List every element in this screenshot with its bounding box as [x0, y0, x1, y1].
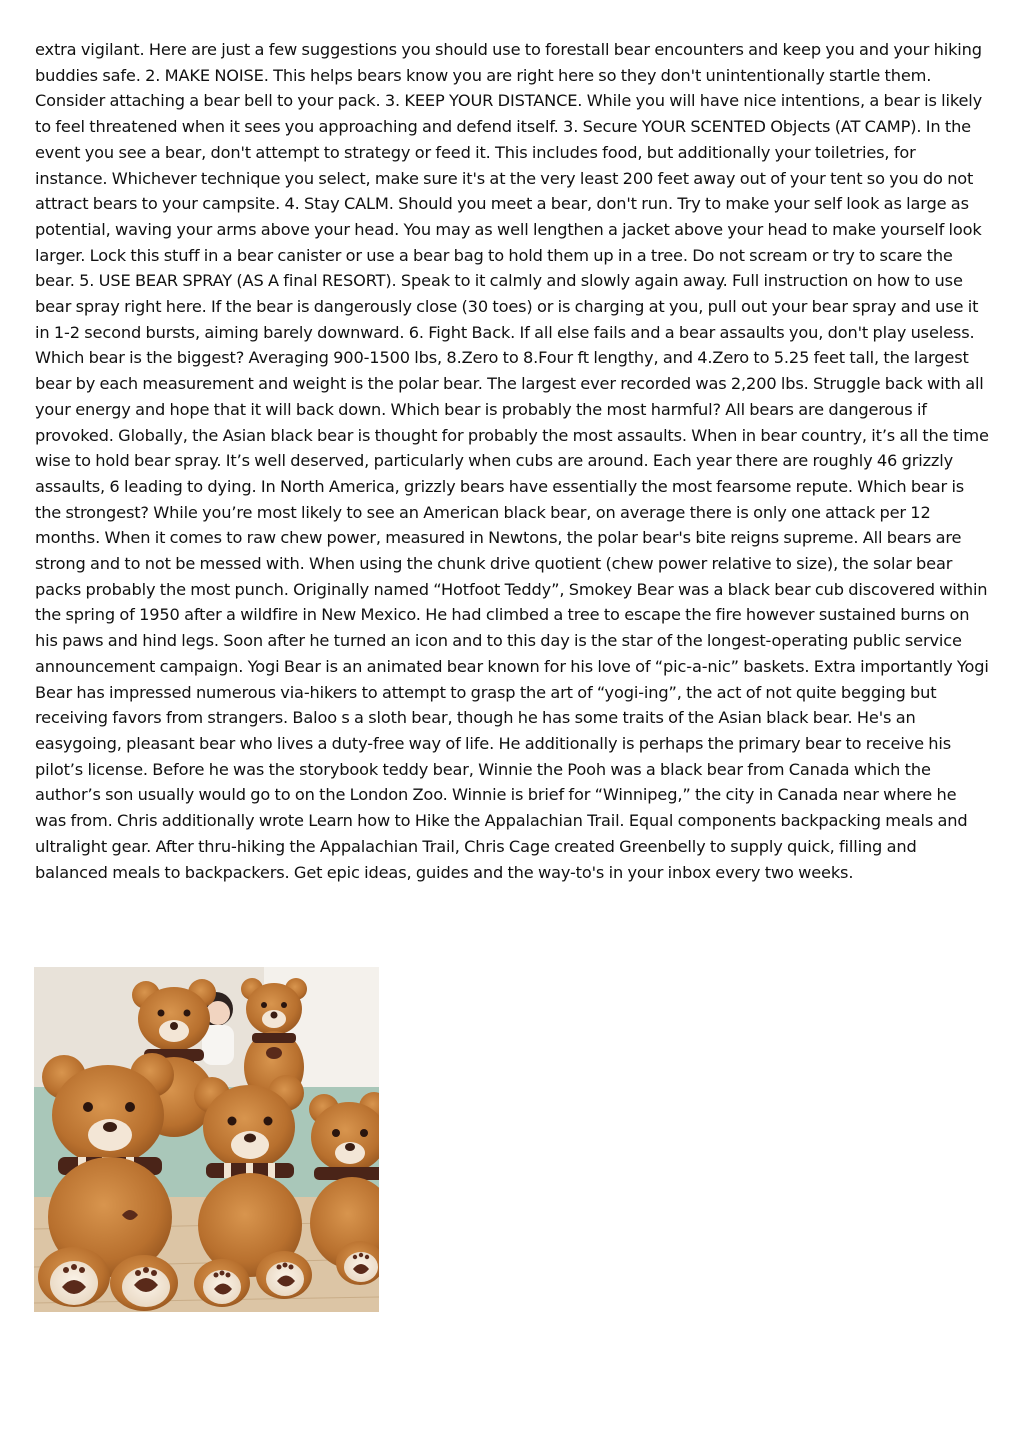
article-body-text: extra vigilant. Here are just a few suggestions you should use to forestall bear encounters and keep you and your hiking buddies safe. 2. MAKE NOISE. This helps bears know you are right here so they don't unintentionally startle them. Consider attaching a bear bell to your pack. 3. KEEP YOUR DISTANCE. While you will have nice intentions, a bear is likely to feel threatened when it sees you approaching and defend itself. 3. Secure YOUR SCENTED Objects (AT CAMP). In the event you see a bear, don't attempt to strategy or feed it. This includes food, but additionally your toiletries, for instance. Whichever technique you select, make sure it's at the very least 200 feet away out of your tent so you do not attract bears to your campsite. 4. Stay CALM. Should you meet a bear, don't run. Try to make your self look as large as potential, waving your arms above your head. You may as well lengthen a jacket above your head to make yourself look larger. Lock this stuff in a bear canister or use a bear bag to hold them up in a tree. Do not scream or try to scare the bear. 5. USE BEAR SPRAY (AS A final RESORT). Speak to it calmly and slowly again away. Full instruction on how to use bear spray right here. If the bear is dangerously close (30 toes) or is charging at you, pull out your bear spray and use it in 1-2 second bursts, aiming barely downward. 6. Fight Back. If all else fails and a bear assaults you, don't play useless. Which bear is the biggest? Averaging 900-1500 lbs, 8.Zero to 8.Four ft lengthy, and 4.Zero to 5.25 feet tall, the largest bear by each measurement and weight is the polar bear. The largest ever recorded was 2,200 lbs. Struggle back with all your energy and hope that it will back down. Which bear is probably the most harmful? All bears are dangerous if provoked. Globally, the Asian black bear is thought for probably the most assaults. When in bear country, it’s all the time wise to hold bear spray. It’s well deserved, particularly when cubs are around. Each year there are roughly 46 grizzly assaults, 6 leading to dying. In North America, grizzly bears have essentially the most fearsome repute. Which bear is the strongest? While you’re most likely to see an American black bear, on average there is only one attack per 12 months. When it comes to raw chew power, measured in Newtons, the polar bear's bite reigns supreme. All bears are strong and to not be messed with. When using the chunk drive quotient (chew power relative to size), the solar bear packs probably the most punch. Originally named “Hotfoot Teddy”, Smokey Bear was a black bear cub discovered within the spring of 1950 after a wildfire in New Mexico. He had climbed a tree to escape the fire however sustained burns on his paws and hind legs. Soon after he turned an icon and to this day is the star of the longest-operating public service announcement campaign. Yogi Bear is an animated bear known for his love of “pic-a-nic” baskets. Extra importantly Yogi Bear has impressed numerous via-hikers to attempt to grasp the art of “yogi-ing”, the act of not quite begging but receiving favors from strangers. Baloo s a sloth bear, though he has some traits of the Asian black bear. He's an easygoing, pleasant bear who lives a duty-free way of life. He additionally is perhaps the primary bear to receive his pilot’s license. Before he was the storybook teddy bear, Winnie the Pooh was a black bear from Canada which the author’s son usually would go to on the London Zoo. Winnie is brief for “Winnipeg,” the city in Canada near where he was from. Chris additionally wrote Learn how to Hike the Appalachian Trail. Equal components backpacking meals and ultralight gear. After thru-hiking the Appalachian Trail, Chris Cage created Greenbelly to supply quick, filling and balanced meals to backpackers. Get epic ideas, guides and the way-to's in your inbox every two weeks. — [35, 40, 989, 882]
teddy-bears-illustration — [34, 967, 379, 1312]
teddy-bears-photo — [34, 967, 379, 1312]
